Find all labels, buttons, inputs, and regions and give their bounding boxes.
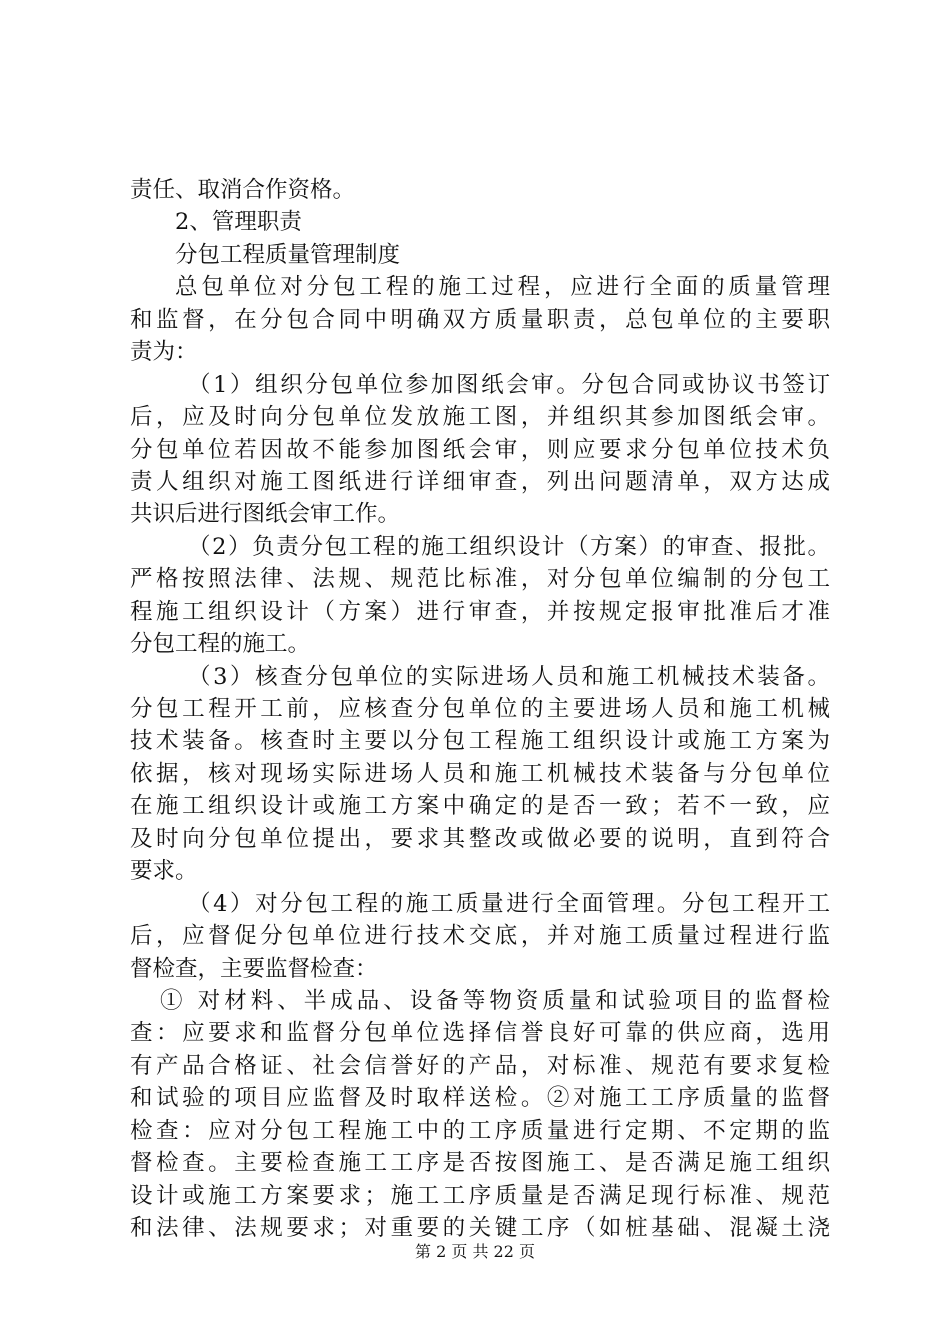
- text-line: （1）组织分包单位参加图纸会审。分包合同或协议书签订: [188, 371, 830, 398]
- section-heading: 2、管理职责: [175, 209, 302, 236]
- text-line: 在施工组织设计或施工方案中确定的是否一致；若不一致，应: [130, 793, 830, 820]
- text-line: 及时向分包单位提出，要求其整改或做必要的说明，直到符合: [130, 825, 830, 852]
- subsection-heading: 分包工程质量管理制度: [175, 241, 401, 268]
- text-line: （2）负责分包工程的施工组织设计（方案）的审查、报批。: [188, 533, 830, 560]
- text-line: 责为：: [130, 339, 198, 366]
- text-line: 技术装备。核查时主要以分包工程施工组织设计或施工方案为: [130, 728, 830, 755]
- text-line: 分包单位若因故不能参加图纸会审，则应要求分包单位技术负: [130, 436, 830, 463]
- text-line: 分包工程的施工。: [130, 631, 311, 658]
- text-line: 分包工程开工前，应核查分包单位的主要进场人员和施工机械: [130, 696, 830, 722]
- text-line: 和试验的项目应监督及时取样送检。②对施工工序质量的监督: [130, 1085, 830, 1112]
- text-line: 检查：应对分包工程施工中的工序质量进行定期、不定期的监: [130, 1117, 830, 1144]
- text-line: 严格按照法律、法规、规范比标准，对分包单位编制的分包工: [130, 566, 830, 593]
- text-line: ① 对材料、半成品、设备等物资质量和试验项目的监督检: [160, 987, 830, 1014]
- text-line: 总包单位对分包工程的施工过程，应进行全面的质量管理: [175, 274, 830, 301]
- text-line: （4）对分包工程的施工质量进行全面管理。分包工程开工: [188, 890, 830, 917]
- page-number: 第 2 页 共 22 页: [415, 1242, 535, 1261]
- text-line: 后，应督促分包单位进行技术交底，并对施工质量过程进行监: [130, 923, 830, 950]
- text-line: 责任、取消合作资格。: [130, 177, 356, 203]
- text-line: 督检查。主要检查施工工序是否按图施工、是否满足施工组织: [130, 1150, 830, 1177]
- text-line: 责人组织对施工图纸进行详细审查，列出问题清单，双方达成: [130, 468, 830, 495]
- text-line: 和法律、法规要求；对重要的关键工序（如桩基础、混凝土浇: [130, 1215, 830, 1241]
- text-line: 查：应要求和监督分包单位选择信誉良好可靠的供应商，选用: [130, 1020, 830, 1047]
- text-line: 和监督，在分包合同中明确双方质量职责，总包单位的主要职: [130, 306, 830, 333]
- text-line: 后，应及时向分包单位发放施工图，并组织其参加图纸会审。: [130, 404, 830, 431]
- text-line: 依据，核对现场实际进场人员和施工机械技术装备与分包单位: [130, 760, 830, 787]
- text-line: 有产品合格证、社会信誉好的产品，对标准、规范有要求复检: [130, 1052, 830, 1079]
- text-line: 程施工组织设计（方案）进行审查，并按规定报审批准后才准: [130, 598, 830, 625]
- document-body: [130, 174, 830, 1244]
- text-line: 要求。: [130, 858, 198, 885]
- text-line: 督检查，主要监督检查：: [130, 955, 378, 982]
- text-line: 共识后进行图纸会审工作。: [130, 501, 401, 528]
- text-line: 设计或施工方案要求；施工工序质量是否满足现行标准、规范: [130, 1182, 830, 1209]
- text-line: （3）核查分包单位的实际进场人员和施工机械技术装备。: [188, 663, 830, 690]
